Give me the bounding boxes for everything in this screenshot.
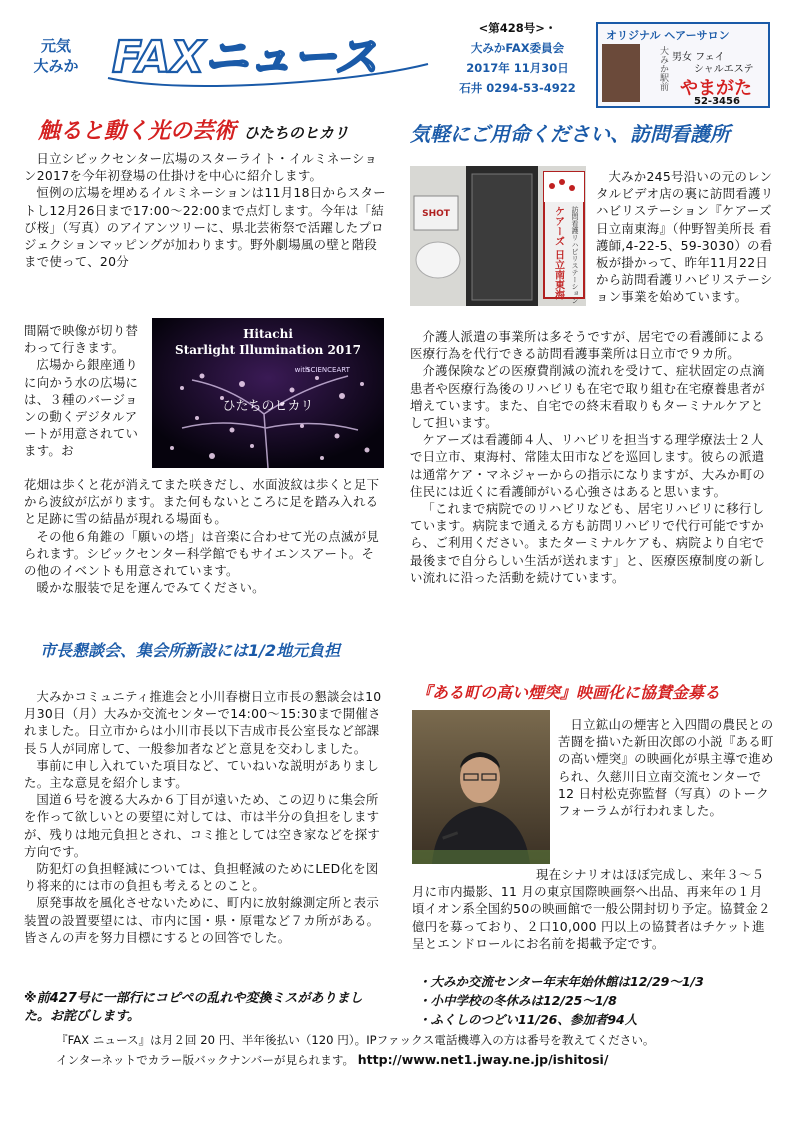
ad-line3: シャルエステ bbox=[694, 64, 754, 75]
nursing-article-body bbox=[410, 328, 774, 586]
light-article-headline bbox=[38, 114, 349, 145]
nursing-p5: 「これまで病院でのリハビリなども、居宅リハビリに移行しています。病院まで通える方も訪問リハビリで代行可能ですから、ご利用ください。またターミナルケアも、病院より自宅で最後まで自分らしい生活が送れます」と、医療医療制度の新しい流れに沿った活動を続けています。 bbox=[410, 501, 766, 585]
salon-photo bbox=[602, 44, 640, 102]
masthead-title bbox=[102, 30, 432, 90]
mayor-p4: 防犯灯の負担軽減については、負担軽減のためにLED化を図り将来的には市の負担も考えるとのこと。 bbox=[24, 861, 379, 894]
light-p2: 恒例の広場を埋めるイルミネーションは11月18日からスタートし12月26日まで17:00～22:00まで点灯します。今年は「結び桜」（写真）のアイアンツリーに、県北芸術祭で活躍したプロジェクションマッピングが加わります。野外劇場風の壁と階段まで使って、20分 bbox=[24, 185, 386, 270]
photo-title: Hitachi bbox=[243, 327, 293, 341]
mayor-article-body bbox=[24, 688, 386, 946]
issue-date: 2017年 11月30日 bbox=[466, 61, 569, 75]
nursing-station-photo bbox=[410, 166, 586, 306]
nursing-p1: 大みか245号沿いの元のレンタルビデオ店の裏に訪問看護リハビリステーション『ケアーズ日立南東海』（仲野智美所長 看護師,4-22-5、59-3030）の看板が掛かって、昨年11月22日から訪問看護リハビリステーション事業を始めています。 bbox=[596, 169, 774, 305]
nursing-article-body-narrow bbox=[596, 168, 774, 306]
notices-list bbox=[418, 972, 778, 1029]
light-p3b: 花畑は歩くと花が消えてまた咲きだし、水面波紋は歩くと足下から波紋が広がります。また何もないところに足を踏み入れると足跡に雪の結晶が現れる場面も。 bbox=[24, 477, 380, 527]
photo-subtitle: ひたちのヒカリ bbox=[222, 399, 314, 414]
film-article-headline: 『ある町の高い煙突』映画化に協賛金募る bbox=[416, 683, 721, 702]
notice-item: ・ふくしのつどい11/26、参加者94人 bbox=[418, 1012, 638, 1027]
photo-brand: SCIENCEART bbox=[306, 366, 350, 374]
ad-side-text: 大みか駅前 bbox=[658, 46, 668, 91]
sign-station: 訪問看護リハビリステーション bbox=[571, 206, 579, 304]
light-p5: 暖かな服装で足を運んでみてください。 bbox=[36, 580, 265, 596]
mayor-p2: 事前に申し入れていた項目など、ていねいな説明がありました。主な意見を紹介します。 bbox=[24, 757, 380, 791]
footer bbox=[56, 1030, 776, 1070]
masthead-title-text: FAXニュース bbox=[112, 32, 379, 83]
contact-info: 石井 0294-53-4922 bbox=[459, 81, 576, 95]
notice-item: ・小中学校の冬休みは12/25～1/8 bbox=[418, 993, 617, 1008]
film-p1: 日立鉱山の煙害と入四間の農民との苦闘を描いた新田次郎の小説『ある町の高い煙突』の映画化が県主導で進められ、久慈川日立南交流センターで 12 日村松克弥監督（写真）のトークフォーラムが行われました。 bbox=[558, 717, 774, 819]
light-p2b: 間隔で映像が切り替わって行きます。 bbox=[24, 323, 139, 356]
light-p1: 日立シビックセンター広場のスターライト・イルミネーション2017を今年初登場の仕掛けを中心に紹介します。 bbox=[24, 151, 378, 184]
masthead-tagline bbox=[28, 36, 84, 76]
hair-salon-ad bbox=[596, 22, 770, 108]
footer-subscription: 『FAX ニュース』は月２回 20 円、半年後払い（120 円）。IPファックス電話機導入の方は番号を教えてください。 bbox=[56, 1033, 655, 1047]
nursing-p3: 介護保険などの医療費削減の流れを受けて、症状固定の点滴患者や医療行為後のリハビリも在宅で取り組む在宅療養患者が増えています。また、自宅での終末看取りもターミナルケアとして担います。 bbox=[410, 363, 765, 431]
film-article-body bbox=[412, 866, 774, 952]
nursing-article-headline: 気軽にご用命ください、訪問看護所 bbox=[410, 122, 730, 146]
film-p2: 現在シナリオはほぼ完成し、来年３～５月に市内撮影、11 月の東京国際映画祭へ出品、再来年の１月頃イオン系全国約50の映画館で一般公開封切り予定。協賛金２億円を募っており、２口10,000 円以上の協賛者はチケット進呈とエンドロールにお名前を掲載予定です。 bbox=[412, 867, 771, 951]
notice-item: ・大みか交流センター年末年始休館は12/29～1/3 bbox=[418, 974, 704, 989]
light-article-body-narrow bbox=[24, 322, 148, 460]
backnumber-link[interactable]: http://www.net1.jway.ne.jp/ishitosi/ bbox=[357, 1052, 609, 1067]
nursing-p4: ケアーズは看護師４人、リハビリを担当する理学療法士２人で日立市、東海村、常陸太田市などを巡回します。彼らの派遣は通常ケア・マネジャーからの指示になりますが、大みか町の住民には近くに看護師がいる心強さはあると思います。 bbox=[410, 432, 766, 499]
mayor-p1: 大みかコミュニティ推進会と小川春樹日立市長の懇談会は10月30日（月）大みか交流センターで14:00～15:30まで開催されました。日立市からは小川市長以下吉成市長公室長など部課長５人が同席して、一般参加者などと意見を交わしました。 bbox=[24, 689, 382, 756]
issue-number: <第428号>・ bbox=[478, 21, 557, 35]
mayor-p5: 原発事故を風化させないために、町内に放射線測定所と表示装置の設置要望には、市内に国・県・原電など７カ所がある。皆さんの声を努力目標にするとの回答でした。 bbox=[24, 895, 380, 945]
tagline-line1: 元気 bbox=[40, 37, 71, 55]
nursing-p2: 介護人派遣の事業所は多そうですが、居宅での看護師による医療行為を代行できる訪問看護事業所は日立市で９カ所。 bbox=[410, 329, 766, 362]
footer-web-text: インターネットでカラー版バックナンバーが見られます。 bbox=[56, 1053, 355, 1067]
light-headline-main: 触ると動く光の芸術 bbox=[38, 119, 237, 144]
salon-name: やまがた bbox=[680, 78, 752, 99]
mayor-p3: 国道６号を渡る大みか６丁目が遠いため、この辺りに集会所を作って欲しいとの要望に対しては、市は半分の負担をしますが、残りは地元負担とされ、コミ推としては空き家などを探す方向です。 bbox=[24, 792, 381, 859]
ad-line1: オリジナル ヘアーサロン bbox=[606, 29, 730, 42]
ad-line2: 男女 フェイ bbox=[672, 52, 725, 63]
light-p3a: 広場から銀座通りに向かう水の広場には、３種のバージョンの動くデジタルアートが用意されています。お bbox=[24, 357, 139, 459]
director-photo bbox=[412, 710, 550, 864]
light-p4: その他６角錐の「願いの塔」は音楽に合わせて光の点滅が見られます。シビックセンター科学館でもサイエンスアート。その他のイベントも用意されています。 bbox=[24, 528, 380, 579]
masthead-info bbox=[450, 18, 585, 98]
light-article-body-top bbox=[24, 150, 386, 270]
committee-name: 大みかFAX委員会 bbox=[470, 41, 565, 55]
tagline-line2: 大みか bbox=[33, 57, 79, 75]
sign-cares: ケアーズ 日立南東海 bbox=[552, 206, 564, 300]
photo-with: with bbox=[294, 366, 310, 374]
mayor-article-headline: 市長懇談会、集会所新設には1/2地元負担 bbox=[40, 641, 341, 660]
correction-notice: ※前427号に一部行にコピペの乱れや変換ミスがありました。お詫びします。 bbox=[24, 991, 363, 1024]
light-headline-sub: ひたちのヒカリ bbox=[243, 124, 349, 142]
photo-title2: Starlight Illumination 2017 bbox=[175, 343, 361, 357]
sign-shot: SHOT bbox=[422, 209, 450, 219]
footer-web bbox=[56, 1050, 776, 1070]
film-article-body-narrow bbox=[558, 716, 774, 819]
light-article-body-bottom bbox=[24, 476, 386, 596]
illumination-photo bbox=[152, 318, 384, 468]
salon-phone: 52-3456 bbox=[694, 96, 740, 107]
